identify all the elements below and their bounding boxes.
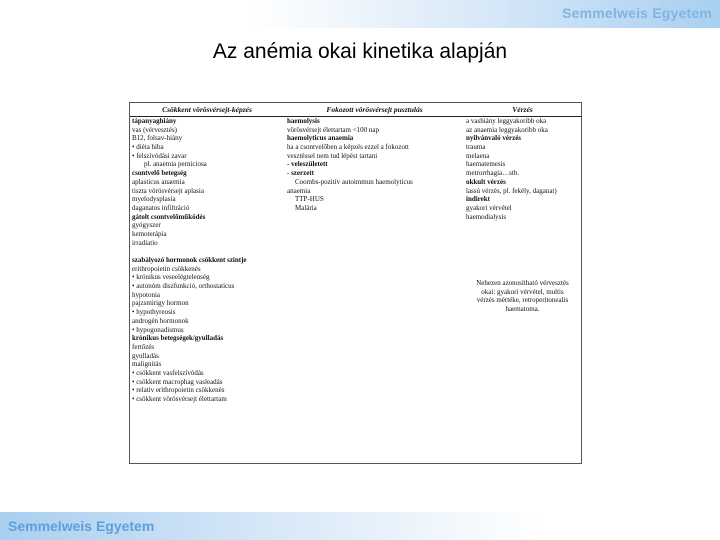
list-item: metrorrhagia…stb. [466,169,520,178]
list-item: hypotonia [132,290,160,299]
header-bar [0,0,720,28]
list-item: haemodialysis [466,212,507,221]
list-item: vörösvérsejt élettartam <100 nap [287,125,380,134]
footer-brand: Semmelweis Egyetem [8,518,155,534]
list-item: melaena [466,151,490,160]
list-item: irradiatio [132,238,158,247]
list-item: - veleszületett [287,160,328,169]
list-item: TTP-HUS [295,195,324,204]
header-brand: Semmelweis Egyetem [562,5,712,21]
note-line: haematoma. [505,305,540,314]
column-header-increased-destruction: Fokozott vörösvérsejt pusztulás [326,105,423,114]
list-item: ha a csontvelőben a képzés ezzel a fokozott [287,143,409,152]
list-spacer [132,247,282,256]
list-item: trauma [466,143,486,152]
list-item: haematemesis [466,160,506,169]
list-item: • csökkent macrophag vasleadás [132,377,223,386]
list-item: • felszívódási zavar [132,151,187,160]
table-header [130,103,581,117]
column-bleeding [466,117,579,221]
list-item: malignitás [132,360,162,369]
column-decreased-production [132,117,282,404]
list-item: • diéta hiba [132,143,164,152]
list-item: daganatos infiltráció [132,203,190,212]
anemia-table-image [129,102,582,464]
list-item: vesztéssel nem tud lépést tartani [287,151,378,160]
list-item: • krónikus veseelégtelenség [132,273,210,282]
list-item: krónikus betegségek/gyulladás [132,334,224,343]
column-header-bleeding: Vérzés [512,105,533,114]
list-item: haemolysis [287,117,320,125]
slide-title: Az anémia okai kinetika alapján [212,40,508,63]
list-item: Malária [295,203,317,212]
list-item: - szerzett [287,169,315,178]
list-item: • csökkent vasfelszívódás [132,368,204,377]
list-item: csontvelő betegség [132,169,187,178]
list-item: tápanyaghiány [132,117,177,125]
list-item: szabályozó hormonok csökkent szintje [132,256,247,264]
list-item: okkult vérzés [466,177,506,186]
list-item: • hypothyreosis [132,308,176,317]
list-item: lassú vérzés, pl. fekély, daganat) [466,186,557,195]
list-item: az anaemia leggyakoribb oka [466,125,548,134]
list-item: • autonóm diszfunkció, orthostaticus [132,282,235,291]
list-item: fertőzés [132,342,155,351]
list-item: haemolyticus anaemia [287,134,354,143]
list-item: tiszta vörösvérsejt aplasia [132,186,204,195]
list-item: myelodysplasia [132,195,176,204]
list-item: nyilvánvaló vérzés [466,134,522,143]
list-item: anaemia [287,186,311,195]
list-item: • csökkent vörösvérsejt élettartam [132,395,227,403]
list-item: • hypogonadismus [132,325,184,334]
list-item: B12, folsav-hiány [132,134,183,143]
list-item: pl. anaemia perniciosa [144,160,207,169]
list-item: indirekt [466,195,490,204]
list-item: aplasticus anaemia [132,177,185,186]
list-item: gyógyszer [132,221,161,230]
list-item: Coombs-pozitív autoimmun haemolyticus [295,177,413,186]
column-header-decreased-production: Csökkent vörösvérsejt-képzés [162,105,252,114]
list-item: • relatív erithropoietin csökkenés [132,386,225,395]
note-line: Nehezen azonosítható vérvesztés [476,279,569,287]
column-increased-destruction [287,117,462,213]
footer-bar [0,512,720,540]
list-item: erithropoietin csökkenés [132,264,201,273]
list-item: gátolt csontvelőműködés [132,212,206,221]
list-item: pajzsmirigy hormon [132,299,189,308]
note-line: okai: gyakori vérvétel, multis [481,287,564,296]
bleeding-note [466,279,579,314]
list-item: vas (vérvesztés) [132,125,177,134]
list-item: kemoterápia [132,229,167,238]
list-item: gyulladás [132,351,159,360]
note-line: vérzés mértéke, retroperitonealis [476,296,569,305]
list-item: gyakori vérvétel [466,203,512,212]
list-item: a vashiány leggyakoribb oka [466,117,547,125]
list-item: androgén hormonok [132,316,189,325]
